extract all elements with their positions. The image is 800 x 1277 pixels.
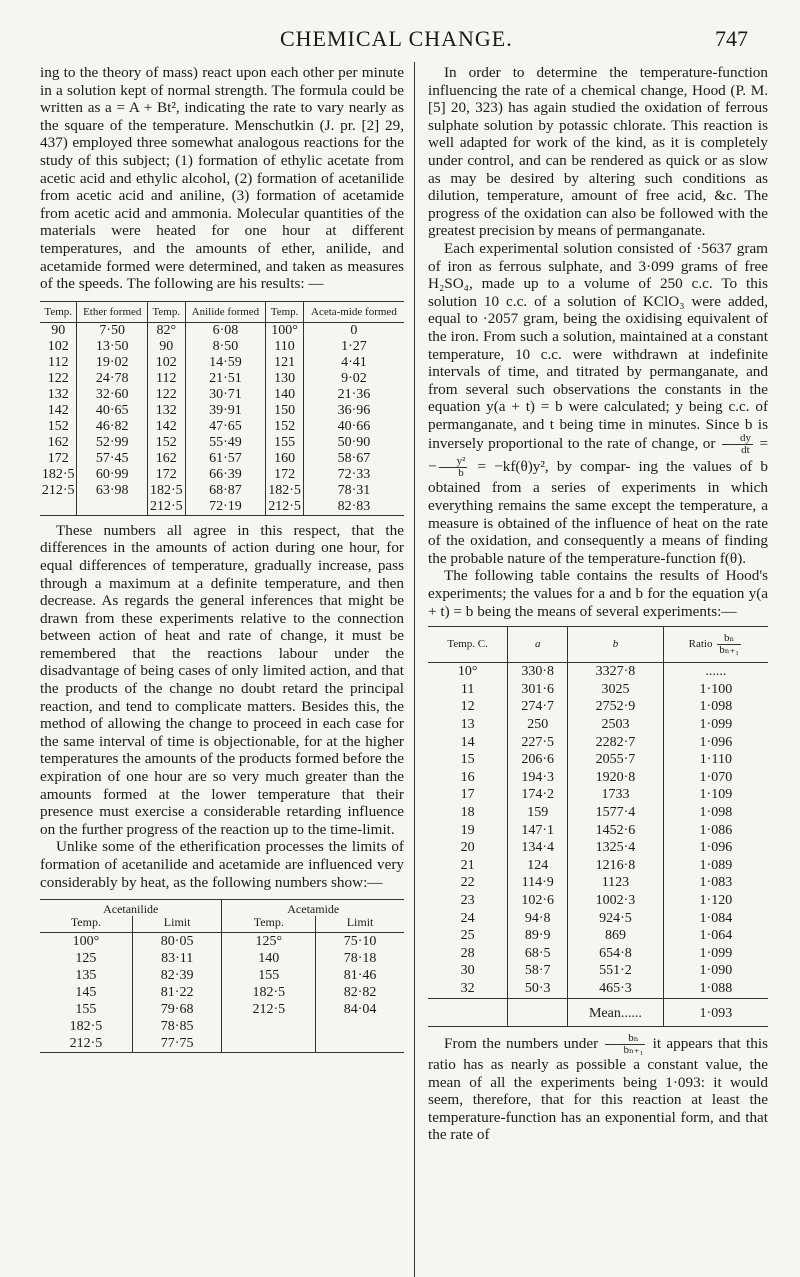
table-cell: 122 [148,387,186,403]
table-header-row [428,627,768,663]
table-row [428,980,768,998]
table-cell: 2282·7 [568,734,664,752]
table-cell: 66·39 [185,467,266,483]
table-cell: 112 [47,354,69,370]
paragraph-text: ing the values of b obtained from a series of experiments in which everything remains the same except the temperature, a measure is obtained of the influence of heat on the rate of the oxidation, and consequently a means of finding the probable nature of the temperature-function f(θ). [428,458,768,567]
table-cell: 25 [460,928,475,944]
table-cell: 1216·8 [568,857,664,875]
table-cell: 82° [148,322,186,339]
table-cell [222,1035,316,1053]
right-column [428,64,768,1144]
table-cell: 250 [508,716,568,734]
table-cell: 78·31 [303,483,404,499]
table-cell: 132 [148,403,186,419]
table-cell: 132 [47,386,69,402]
table-cell: 90 [148,339,186,355]
table-cell: 1·27 [303,339,404,355]
table-cell: 8·50 [185,339,266,355]
col-header: Aceta-mide formed [303,301,404,322]
limits-table [40,899,404,1053]
table-cell: 47·65 [185,419,266,435]
table-cell: 100° [72,934,100,950]
table-cell: 23 [460,892,475,908]
table-cell: 130 [266,371,304,387]
paragraph: Unlike some of the etherification processes the limits of formation of acetanilide and acetamide are influenced very considerably by heat, as the following numbers show:— [40,838,404,891]
table-cell: 24 [460,910,475,926]
table-row [40,483,404,499]
table-cell: 57·45 [77,451,148,467]
table-cell: 140 [266,387,304,403]
table-cell: 14·59 [185,355,266,371]
col-header-b: b [568,627,664,663]
table-cell: 10° [457,664,478,680]
table-cell: 1·090 [663,962,768,980]
group-header-acetamide: Acetamide [222,900,404,917]
paragraph: ing to the theory of mass) react upon each other per minute in a solution kept of normal strength. The formula could be written as a = A + Bt², indicating the rate to vary nearly as the square of the temperature. Menschutkin (J. pr. [2] 29, 437) employed three somewhat analogous reactions for the study of this subject; (1) formation of ethylic acetate from acetic acid and ethylic alcohol, (2) formation of acetanilide from acetic acid and aniline, (3) formation of acetamide from acetic acid and ammonia. Molecular quantities of the materials were heated for one hour at different temperatures, and the amounts of ether, anilide, and acetamide formed were determined, and taken as measures of the speeds. The following are his results: — [40,64,404,293]
table-cell: 155 [266,435,304,451]
table-row [40,355,404,371]
table-cell: 2055·7 [568,751,664,769]
table-cell: 19·02 [77,355,148,371]
table-cell: 155 [222,967,316,984]
table-cell: 82·83 [303,499,404,516]
table-cell: 182·5 [266,483,304,499]
table-cell: 50·3 [508,980,568,998]
table-row [428,804,768,822]
table-cell: 14 [460,734,475,750]
table-cell: 1·086 [663,822,768,840]
table-cell: 551·2 [568,962,664,980]
table-cell: 58·67 [303,451,404,467]
table-row [40,435,404,451]
col-header: Temp. [40,916,132,933]
table-cell: 81·22 [132,984,222,1001]
table-header-row [40,916,404,933]
table-cell: 90 [51,322,66,338]
table-cell: 55·49 [185,435,266,451]
page-number: 747 [715,26,748,51]
table-cell: 172 [148,467,186,483]
table-cell: 112 [148,371,186,387]
table-cell: 82·82 [316,984,404,1001]
col-header-ratio: Ratio $\frac{\text{bₙ}}{\text{bₙ₊₁}}$ [663,627,768,663]
table-cell: 1·099 [663,945,768,963]
table-cell: 1002·3 [568,892,664,910]
table-cell: 40·66 [303,419,404,435]
page-header [40,20,760,60]
table-cell: 869 [568,927,664,945]
table-cell: 155 [75,1002,97,1018]
table-cell: 160 [266,451,304,467]
table-cell: 654·8 [568,945,664,963]
table-cell: 274·7 [508,698,568,716]
table-cell: 1123 [568,874,664,892]
table-row [428,786,768,804]
table-row [428,892,768,910]
table-cell: 152 [266,419,304,435]
table-cell: 89·9 [508,927,568,945]
paragraph-text: Each experimental solution consisted of ·5637 gram of iron as ferrous sulphate, and 3·099 grams of free H₂SO₄, made up to a volume of 250 c.c. To this solution 10 c.c. of a solution of KClO₃ were added, equal to ·2057 gram, being the oxidising equivalent of the iron. From such a solution, maintained at a constant temperature, 10 c.c. were withdrawn at indefinite intervals of time, and titrated by permanganate, and from several such observations the constants in the equation y(a + t) = b were calculated; y being c.c. of permanganate, and t being time in minutes. Since b is inversely proportional to the rate of change, or [428,239,768,453]
table-row [40,967,404,984]
table-cell: 1·070 [663,769,768,787]
col-header: Temp. [40,301,77,322]
table-cell: 28 [460,945,475,961]
paragraph: From the numbers under $\frac{\text{bₙ}}{\text{bₙ₊₁}}$ it appears that this ratio has as nearly as possible a constant value, the mean of all the experiments being 1·093: it would seem, therefore, that for this reaction at least the temperature-function has an exponential form, and that the rate of [428,1032,768,1144]
table-cell: 122 [47,370,69,386]
table-cell: 145 [75,985,97,1001]
table-row [40,371,404,387]
paragraph: Each experimental solution consisted of ·5637 gram of iron as ferrous sulphate, and 3·099 grams of free H₂SO₄, made up to a volume of 250 c.c. To this solution 10 c.c. of a solution of KClO₃ were added, equal to ·2057 gram, being the oxidising equivalent of the iron. From such a solution, maintained at a constant temperature, 10 c.c. were withdrawn at indefinite intervals of time, and titrated by permanganate, and from several such observations the constants in the equation y(a + t) = b were calculated; y being c.c. of permanganate, and t being time in minutes. Since b is inversely proportional to the rate of change, or $\frac{dy}{dt}$ = − $\frac{\text{y²}}{b}$ = −kf(θ)y², by compar- ing the values of b obtained from a series of experiments in which everything remains the same except the temperature, a measure is obtained of the influence of heat on the rate of the oxidation, and consequently a means of finding the probable nature of the temperature-function f(θ). [428,239,769,567]
table-cell: 7·50 [77,322,148,339]
table-cell: 110 [266,339,304,355]
table-cell: 81·46 [316,967,404,984]
table-cell: 1·120 [663,892,768,910]
table-cell: 80·05 [132,933,222,951]
table-cell: 19 [460,822,475,838]
table-cell: 1·088 [663,980,768,998]
table-cell: 1452·6 [568,822,664,840]
table-cell: 72·19 [185,499,266,516]
table-cell [316,1018,404,1035]
table-cell: 182·5 [41,466,75,482]
col-header: Limit [316,916,404,933]
table-cell: ...... [663,663,768,681]
table-row [40,1035,404,1053]
table-cell: 40·65 [77,403,148,419]
mean-row [428,998,768,1027]
table-row [428,874,768,892]
left-column [40,64,404,1053]
table-cell: 9·02 [303,371,404,387]
table-cell: 12 [460,699,475,715]
table-cell: 142 [47,402,69,418]
table-row [428,734,768,752]
table-row [40,387,404,403]
table-cell: 39·91 [185,403,266,419]
table-cell: 1325·4 [568,839,664,857]
table-cell: 212·5 [41,482,75,498]
table-cell: 152 [47,418,69,434]
table-cell: 212·5 [266,499,304,516]
table-row [40,984,404,1001]
table-cell: 32 [460,980,475,996]
table-cell: 18 [460,804,475,820]
table-cell: 1·098 [663,698,768,716]
table-cell: 140 [222,950,316,967]
table-cell: 2752·9 [568,698,664,716]
table-cell: 1920·8 [568,769,664,787]
table-row [428,698,768,716]
paragraph: In order to determine the temperature-function influencing the rate of a chemical change, Hood (P. M. [5] 20, 323) has again studied the oxidation of ferrous sulphate solution by potassic chlorate. This reaction is well adapted for work of the kind, as it is completely under control, and can be rendered as quick or as slow as may be desired by altering such conditions as dilution, temperature, amount of free acid, &c. The progress of the oxidation can also be followed with the greatest precision by means of permanganate. [428,64,768,240]
table-cell: 125° [222,933,316,951]
table-row [40,451,404,467]
table-cell: 21·36 [303,387,404,403]
table-cell: 212·5 [222,1001,316,1018]
table-cell: 30 [460,963,475,979]
table-cell: 227·5 [508,734,568,752]
table-cell: 1·084 [663,910,768,928]
table-cell: 121 [266,355,304,371]
table-cell: 83·11 [132,950,222,967]
table-cell: 21 [460,857,475,873]
col-header: Limit [132,916,222,933]
table-cell: 206·6 [508,751,568,769]
table-cell: 162 [148,451,186,467]
col-header-temp: Temp. C. [428,627,508,663]
paragraph: The following table contains the results of Hood's experiments; the values for a and b for the equation y(a + t) = b being the means of several experiments:— [428,567,768,620]
table-cell: 1·096 [663,734,768,752]
table-cell: 13 [460,717,475,732]
derivative-fraction: $\frac{dy}{dt}$ [722,433,753,456]
table-cell: 212·5 [69,1036,103,1052]
table-row [428,716,768,734]
table-cell: 159 [508,804,568,822]
table-cell: 162 [47,434,69,450]
table-cell: 3025 [568,681,664,699]
table-cell: 1·098 [663,804,768,822]
table-cell: 17 [460,787,475,803]
col-header: Temp. [148,301,186,322]
results-table-menschutkin [40,301,404,516]
table-cell: 68·5 [508,945,568,963]
ratio-fraction: $\frac{\text{bₙ}}{\text{bₙ₊₁}}$ [605,1033,645,1056]
table-cell: 212·5 [148,499,186,516]
table-cell: 147·1 [508,822,568,840]
table-cell: 172 [266,467,304,483]
col-header: Temp. [266,301,304,322]
table-cell: 78·85 [132,1018,222,1035]
table-cell [222,1018,316,1035]
col-header: Anilide formed [185,301,266,322]
table-cell [40,499,77,516]
table-cell: 1·064 [663,927,768,945]
table-header-row [40,301,404,322]
table-cell: 20 [460,840,475,856]
table-cell: 75·10 [316,933,404,951]
table-cell: 1577·4 [568,804,664,822]
table-row [428,822,768,840]
table-cell: 16 [460,769,475,785]
table-cell: 124 [508,857,568,875]
paragraph: These numbers all agree in this respect, that the differences in the amounts of action during one hour, for equal differences of temperature, gradually increase, pass through a maximum at a definite temperature, and then decrease. As regards the general inferences that might be drawn from these experiments relative to the connection between action of heat and rate of change, it must be remembered that the reactions labour under the disadvantage of being cases of only limited action, and that the products of the change no doubt retard the principal reaction, and tend to complicate matters. Besides this, the method of allowing the change to proceed in each case for the same interval of time is objectionable, for at the higher temperatures the amounts of the products formed before the expiration of one hour are so very much greater than the amounts formed at the lower temperature that their presence must exercise a considerable retarding influence on the further progress of the reaction up to the time-limit. [40,521,404,838]
table-cell: 72·33 [303,467,404,483]
table-cell: 135 [75,968,97,984]
table-row [40,419,404,435]
column-rule [414,62,415,1277]
table-cell: 79·68 [132,1001,222,1018]
table-cell: 182·5 [222,984,316,1001]
table-cell: 172 [47,450,69,466]
table-cell [77,499,148,516]
col-header-a: a [508,627,568,663]
table-cell: 36·96 [303,403,404,419]
table-cell: 142 [148,419,186,435]
table-cell: 1·110 [663,751,768,769]
table-cell: 100° [266,322,304,339]
ratio-fraction: $\frac{\text{y²}}{b}$ [439,456,468,479]
table-cell: 1·083 [663,874,768,892]
table-cell: 194·3 [508,769,568,787]
table-cell: 152 [148,435,186,451]
table-row [428,769,768,787]
table-cell: 465·3 [568,980,664,998]
table-cell: 15 [460,752,475,768]
running-title: CHEMICAL CHANGE. [280,26,513,51]
table-cell: 77·75 [132,1035,222,1053]
table-cell: 0 [303,322,404,339]
table-cell: 63·98 [77,483,148,499]
table-group-row [40,900,404,917]
col-header: Temp. [222,916,316,933]
table-cell: 174·2 [508,786,568,804]
table-row [428,927,768,945]
table-cell: 125 [75,951,97,967]
table-cell: 82·39 [132,967,222,984]
table-row [40,1001,404,1018]
table-cell: 182·5 [148,483,186,499]
table-cell [316,1035,404,1053]
table-cell: 1·100 [663,681,768,699]
table-cell: 52·99 [77,435,148,451]
table-cell: 11 [460,681,475,697]
table-cell: 58·7 [508,962,568,980]
table-cell: 102 [47,338,69,354]
table-cell: 1·109 [663,786,768,804]
table-row [40,403,404,419]
table-cell: 6·08 [185,322,266,339]
equation-rest: = −kf(θ)y², by compar- [477,458,631,476]
table-row [40,467,404,483]
table-row [428,962,768,980]
table-row [428,857,768,875]
table-cell: 61·57 [185,451,266,467]
col-header: Ether formed [77,301,148,322]
table-cell: 301·6 [508,681,568,699]
table-cell: 102·6 [508,892,568,910]
hood-results-table [428,626,768,1027]
table-cell: 30·71 [185,387,266,403]
table-row [40,1018,404,1035]
table-cell: 134·4 [508,839,568,857]
table-cell: 24·78 [77,371,148,387]
table-row [40,933,404,951]
table-cell: 1733 [568,786,664,804]
equals-sign: = [759,435,769,453]
table-row [428,751,768,769]
table-cell: 46·82 [77,419,148,435]
table-cell: 94·8 [508,910,568,928]
table-row [40,499,404,516]
table-cell: 1·089 [663,857,768,875]
table-cell: 68·87 [185,483,266,499]
table-cell: 50·90 [303,435,404,451]
table-cell: 2503 [568,716,664,734]
table-cell: 4·41 [303,355,404,371]
table-cell: 3327·8 [568,663,664,681]
ratio-header-fraction: $\frac{\text{bₙ}}{\text{bₙ₊₁}}$ [719,632,740,657]
table-cell: 1·096 [663,839,768,857]
table-row [40,339,404,355]
table-row [40,322,404,339]
table-cell: 102 [148,355,186,371]
table-row [428,839,768,857]
table-cell: 60·99 [77,467,148,483]
table-cell: 924·5 [568,910,664,928]
table-row [428,910,768,928]
table-cell: 1·099 [663,716,768,734]
table-cell: 182·5 [69,1019,103,1035]
table-row [428,945,768,963]
group-header-acetanilide: Acetanilide [103,902,159,917]
table-cell: 150 [266,403,304,419]
table-row [428,681,768,699]
mean-label: Mean...... [568,998,664,1027]
table-cell: 32·60 [77,387,148,403]
table-cell: 330·8 [508,663,568,681]
table-row [40,950,404,967]
table-cell: 114·9 [508,874,568,892]
table-row [428,663,768,681]
table-cell: 22 [460,875,475,891]
table-cell: 13·50 [77,339,148,355]
table-cell: 78·18 [316,950,404,967]
table-cell: 84·04 [316,1001,404,1018]
mean-value: 1·093 [663,998,768,1027]
table-cell: 21·51 [185,371,266,387]
